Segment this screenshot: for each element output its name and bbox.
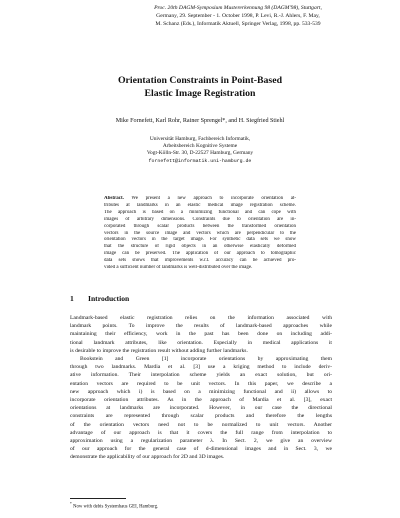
footnote-rule (70, 498, 126, 499)
title-line: Elastic Image Registration (144, 88, 256, 99)
body-line: new approach which i) is based on a minimizing functional and ii) allows to (70, 388, 332, 395)
abstract-label: Abstract. (104, 196, 124, 201)
body-line: incorporate orientation attributes. As in the approach of Mardia et al. [3], exact (70, 397, 332, 404)
abstract-line: that the structure of rigid objects in an otherwise elastically deformed (104, 244, 296, 250)
affiliation-line: Universität Hamburg, Fachbereich Informatik, (149, 136, 251, 142)
author-email: fornefett@informatik.uni-hamburg.de (148, 158, 252, 164)
body-line: advantage of our approach is that it covers the full range from interpolation to (70, 429, 332, 436)
body-line: demonstrate the applicability of our approach for 2D and 3D images. (70, 454, 225, 461)
body-line: is desirable to improve the registration result without adding further landmarks. (70, 347, 248, 354)
abstract (104, 196, 296, 272)
abstract-line: corporated through scalar products between the transformed orientation (104, 223, 296, 229)
footnote-text: Now with debis Systemhaus GEI, Hamburg. (71, 504, 159, 510)
section-number: 1 (70, 294, 74, 303)
abstract-line (104, 196, 296, 203)
body-line: landmark points. To improve the results of landmark-based approaches while (70, 323, 332, 330)
body-line: tional landmark attributes, like orientation. Especially in medical applications it (70, 339, 332, 346)
affiliation-line: Arbeitsbereich Kognitive Systeme (162, 143, 238, 150)
abstract-text: We present a new approach to incorporate orientation at- (123, 196, 296, 201)
body-line: Bookstein and Green [1] incorporate orientations by approximating them (80, 356, 332, 363)
publication-note-line: Proc. 20th DAGM-Symposium Mustererkennung 98 (DAGM'98), Stuttgart, (154, 5, 322, 11)
paper-title (60, 74, 340, 100)
publication-note-line: M. Schanz (Eds.), Informatik Aktuell, Springer Verlag, 1998, pp. 533-539 (155, 21, 321, 27)
body-line: orientations at landmarks are incorporated. However, in our case the directional (70, 405, 332, 412)
section-title: Introduction (88, 294, 130, 303)
author-list: Mike Fornefett, Karl Rohr, Rainer Sprengel*, and H. Siegfried Stiehl (115, 118, 285, 124)
body-line: of the orientation vectors need not to be normalized to unit vectors. Another (70, 421, 332, 428)
abstract-line: image can be preserved. The application of our approach to tomographic (104, 251, 296, 257)
body-line: of our approach for the general case of d-dimensional images and in Sect. 3, we (70, 446, 332, 453)
section-heading (70, 294, 129, 303)
abstract-line: The approach is based on a minimizing functional and can cope with (104, 209, 296, 215)
publication-note-line: Germany, 29. September - 1. October 1998, P. Levi, R.-J. Ahlers, F. May, (156, 13, 320, 19)
body-line: through two landmarks. Mardia et al. [3] use a kriging method to include deriv- (70, 364, 332, 371)
abstract-line: orientation vectors in the target image. For synthetic data sets we show (104, 237, 296, 243)
footnote-mark: * (70, 502, 72, 506)
body-line: maintaining their efficiency, work in the past has been done on including addi- (70, 331, 332, 338)
abstract-line: tributes at landmarks in an elastic medical image registration scheme. (104, 202, 296, 208)
abstract-line: vided a sufficient number of landmarks is well-distributed over the image. (104, 265, 253, 271)
body-line: ative information. Their interpolation scheme yields an exact solution, but ori- (70, 372, 332, 379)
body-text (70, 314, 332, 462)
body-line: Landmark-based elastic registration relies on the information associated with (70, 315, 332, 321)
title-line: Orientation Constraints in Point-Based (117, 75, 283, 86)
body-line: entation vectors are required to be unit vectors. In this paper, we describe a (70, 380, 332, 387)
affiliation-line: Vogt-Kölln-Str. 30, D-22527 Hamburg, Germany (146, 150, 254, 157)
abstract-line: vectors in the source image and vectors which are perpendicular to the (104, 230, 296, 236)
abstract-line: images of arbitrary dimensions. Constraints due to orientation are in- (104, 216, 296, 222)
affiliation-block (100, 136, 300, 165)
body-line: constraints are represented through scalar products and therefore the lengths (70, 413, 332, 420)
publication-note (112, 4, 364, 28)
body-line: approximation using a regularization parameter λ. In Sect. 2, we give an overview (70, 438, 332, 445)
abstract-line: data sets shows that improvements w.r.t. accuracy can be achieved pro- (104, 258, 296, 264)
footnote (70, 501, 158, 511)
